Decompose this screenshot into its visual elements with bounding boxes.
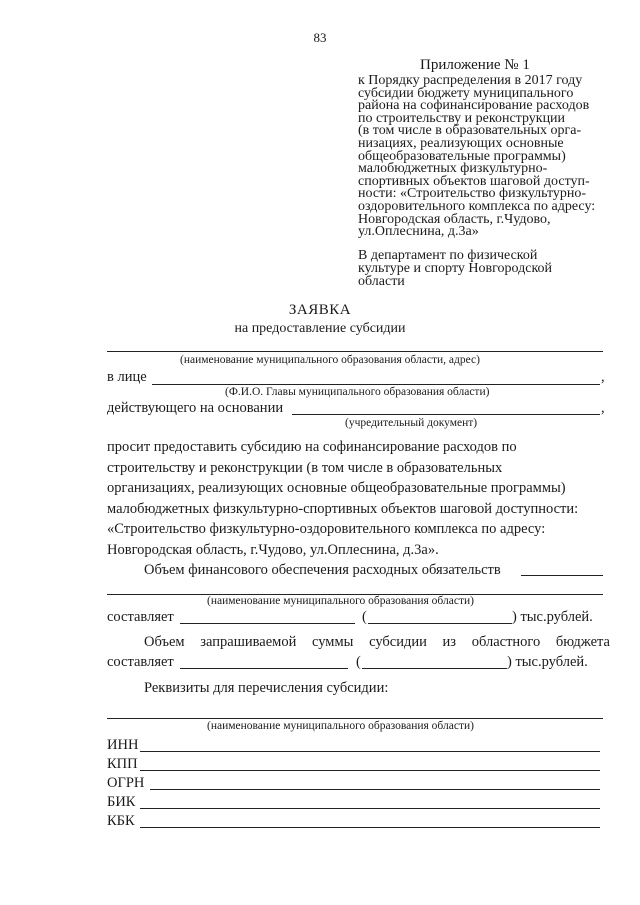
annex-line: Новгородская область, г.Чудово, <box>358 211 551 227</box>
subsidy-label: Объем запрашиваемой суммы субсидии из областного бюджета <box>144 634 610 650</box>
kbk-label: КБК <box>107 813 135 829</box>
addressee-line: области <box>358 274 405 289</box>
addressee-line: культуре и спорту Новгородской <box>358 261 553 276</box>
basis-caption: (учредительный документ) <box>345 417 478 429</box>
annex-line: общеобразовательные программы) <box>358 148 566 164</box>
request-line: просит предоставить субсидию на софинансирование расходов по <box>107 439 517 455</box>
annex-line: к Порядку распределения в 2017 году <box>358 73 583 88</box>
financing-input-line[interactable] <box>521 575 603 576</box>
page-number: 83 <box>313 30 327 45</box>
annex-line: ности: «Строительство физкультурно- <box>358 186 587 202</box>
application-subtitle: на предоставление субсидии <box>234 321 406 336</box>
request-line: Новгородская область, г.Чудово, ул.Оплеснина, д.3а». <box>107 541 439 558</box>
financing-amount-label: составляет <box>107 609 174 625</box>
bik-label: БИК <box>107 794 136 810</box>
request-line: малобюджетных физкультурно-спортивных объектов шаговой доступности: <box>107 500 579 517</box>
comma: , <box>601 400 605 416</box>
close-paren: ) тыс.рублей. <box>507 654 588 670</box>
open-paren: ( <box>356 654 361 670</box>
addressee <box>358 249 598 288</box>
in-person-label: в лице <box>107 369 147 385</box>
request-line: «Строительство физкультурно-оздоровительного комплекса по адресу: <box>107 521 546 537</box>
subsidy-amount-words-line[interactable] <box>362 668 507 669</box>
basis-label: действующего на основании <box>107 400 284 416</box>
head-caption: (Ф.И.О. Главы муниципального образования области) <box>225 386 490 398</box>
kpp-input-line[interactable] <box>140 770 600 771</box>
request-line: организациях, реализующих основные общеобразовательные программы) <box>107 480 566 496</box>
kpp-label: КПП <box>107 756 138 772</box>
ogrn-label: ОГРН <box>107 775 145 791</box>
financing-amount-line[interactable] <box>180 623 355 624</box>
annex-line: оздоровительного комплекса по адресу: <box>358 198 596 214</box>
bik-input-line[interactable] <box>140 808 600 809</box>
annex-line: (в том числе в образовательных орга- <box>358 123 582 139</box>
annex-line: субсидии бюджету муниципального <box>358 85 574 101</box>
head-name-input-line[interactable] <box>152 384 600 385</box>
inn-label: ИНН <box>107 737 139 753</box>
requisites-label: Реквизиты для перечисления субсидии: <box>144 680 389 696</box>
annex-line: района на софинансирование расходов <box>358 98 590 114</box>
subsidy-amount-line[interactable] <box>180 668 348 669</box>
requisites-municipality-line[interactable] <box>107 718 603 719</box>
open-paren: ( <box>362 609 367 625</box>
ogrn-input-line[interactable] <box>150 789 600 790</box>
financing-amount-words-line[interactable] <box>368 623 512 624</box>
comma: , <box>601 369 605 385</box>
close-paren: ) тыс.рублей. <box>512 609 593 625</box>
annex-line: малобюджетных физкультурно- <box>358 161 548 177</box>
requisites-caption: (наименование муниципального образования области) <box>207 720 474 732</box>
financing-label: Объем финансового обеспечения расходных обязательств <box>144 562 501 578</box>
addressee-line: В департамент по физической <box>358 248 538 263</box>
municipality-input-line[interactable] <box>107 351 603 352</box>
financing-caption: (наименование муниципального образования области) <box>207 595 474 607</box>
inn-input-line[interactable] <box>140 751 600 752</box>
annex-title: Приложение № 1 <box>420 57 530 73</box>
kbk-input-line[interactable] <box>140 827 600 828</box>
annex-line: по строительству и реконструкции <box>358 110 566 126</box>
annex-body <box>358 75 608 239</box>
subsidy-amount-label: составляет <box>107 654 174 670</box>
request-line: строительству и реконструкции (в том числе в образовательных <box>107 459 503 476</box>
municipality-caption: (наименование муниципального образования области, адрес) <box>180 354 480 366</box>
annex-line: спортивных объектов шаговой доступ- <box>358 173 590 189</box>
basis-input-line[interactable] <box>292 414 600 415</box>
annex-line: низациях, реализующих основные <box>358 135 564 151</box>
request-paragraph <box>107 437 610 560</box>
annex-line: ул.Оплеснина, д.3а» <box>358 224 479 240</box>
application-title: ЗАЯВКА <box>288 302 352 318</box>
